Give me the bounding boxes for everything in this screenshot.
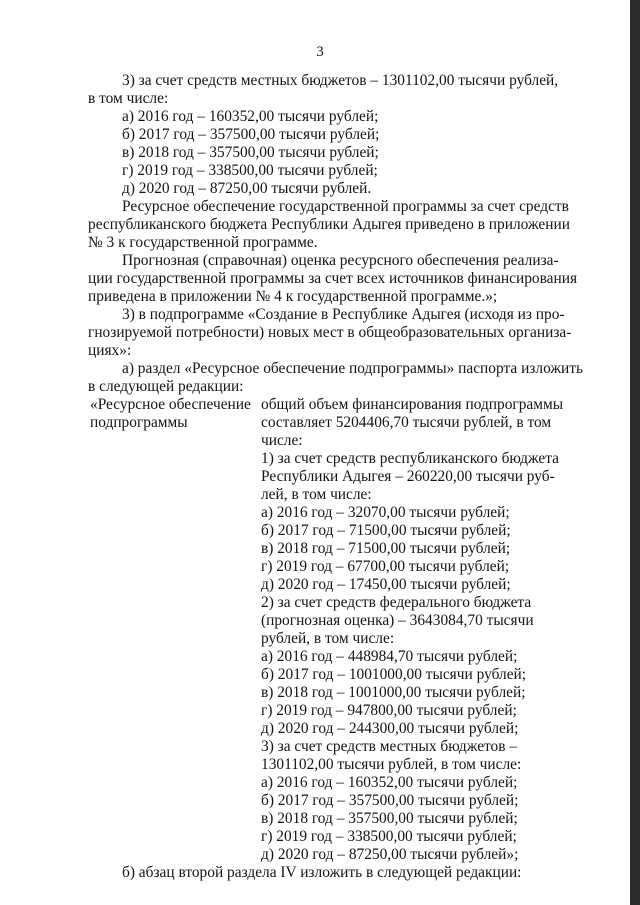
passport-value-line: 2) за счет средств федерального бюджета <box>261 594 532 611</box>
text-line: а) 2016 год – 160352,00 тысячи рублей; <box>122 108 379 125</box>
text-line: в следующей редакции: <box>88 378 244 395</box>
passport-label: «Ресурсное обеспечение <box>90 396 251 413</box>
text-line: циях»: <box>88 342 132 359</box>
text-line: гнозируемой потребности) новых мест в общеобразовательных организа- <box>88 324 572 341</box>
passport-value-line: а) 2016 год – 32070,00 тысячи рублей; <box>261 504 510 521</box>
text-line: Прогнозная (справочная) оценка ресурсного обеспечения реализа- <box>122 252 559 269</box>
passport-value-line: а) 2016 год – 448984,70 тысячи рублей; <box>261 648 518 665</box>
text-line: б) абзац второй раздела IV изложить в следующей редакции: <box>122 864 522 881</box>
passport-value-line: составляет 5204406,70 тысячи рублей, в том <box>261 414 552 431</box>
passport-value-line: 1301102,00 тысячи рублей, в том числе: <box>261 756 522 773</box>
passport-value-line: д) 2020 год – 244300,00 тысячи рублей; <box>261 720 519 737</box>
passport-value-line: г) 2019 год – 947800,00 тысячи рублей; <box>261 702 517 719</box>
passport-value-line: рублей, в том числе: <box>261 630 395 647</box>
passport-value-line: б) 2017 год – 1001000,00 тысячи рублей; <box>261 666 527 683</box>
scan-edge <box>630 0 640 905</box>
passport-value-line: Республики Адыгея – 260220,00 тысячи руб- <box>261 468 555 485</box>
text-line: в) 2018 год – 357500,00 тысячи рублей; <box>122 144 379 161</box>
page-number: 3 <box>316 44 324 60</box>
text-line: в том числе: <box>88 90 169 107</box>
text-line: д) 2020 год – 87250,00 тысячи рублей. <box>122 180 372 197</box>
text-line: б) 2017 год – 357500,00 тысячи рублей; <box>122 126 380 143</box>
passport-value-line: 1) за счет средств республиканского бюджета <box>261 450 559 467</box>
text-line: № 3 к государственной программе. <box>88 234 318 251</box>
passport-value-line: д) 2020 год – 87250,00 тысячи рублей»; <box>261 846 519 863</box>
passport-value-line: числе: <box>261 432 303 449</box>
passport-value-line: б) 2017 год – 71500,00 тысячи рублей; <box>261 522 511 539</box>
text-line: г) 2019 год – 338500,00 тысячи рублей; <box>122 162 378 179</box>
text-line: республиканского бюджета Республики Адыгея приведено в приложении <box>88 216 570 233</box>
passport-label: подпрограммы <box>90 414 188 431</box>
passport-value-line: в) 2018 год – 357500,00 тысячи рублей; <box>261 810 518 827</box>
passport-value-line: г) 2019 год – 338500,00 тысячи рублей; <box>261 828 517 845</box>
text-line: 3) в подпрограмме «Создание в Республике Адыгея (исходя из про- <box>122 306 565 323</box>
passport-value-line: общий объем финансирования подпрограммы <box>261 396 564 413</box>
passport-value-line: 3) за счет средств местных бюджетов – <box>261 738 518 755</box>
text-line: ции государственной программы за счет всех источников финансирования <box>88 270 578 287</box>
passport-value-line: в) 2018 год – 1001000,00 тысячи рублей; <box>261 684 526 701</box>
text-line: приведена в приложении № 4 к государственной программе.»; <box>88 288 498 305</box>
text-line: а) раздел «Ресурсное обеспечение подпрограммы» паспорта изложить <box>122 360 583 377</box>
text-line: 3) за счет средств местных бюджетов – 1301102,00 тысячи рублей, <box>122 72 559 89</box>
passport-value-line: д) 2020 год – 17450,00 тысячи рублей; <box>261 576 511 593</box>
passport-value-line: лей, в том числе: <box>261 486 372 503</box>
text-line: Ресурсное обеспечение государственной программы за счет средств <box>122 198 569 215</box>
passport-value-line: г) 2019 год – 67700,00 тысячи рублей; <box>261 558 510 575</box>
passport-value-line: (прогнозная оценка) – 3643084,70 тысячи <box>261 612 534 629</box>
passport-value-line: а) 2016 год – 160352,00 тысячи рублей; <box>261 774 518 791</box>
passport-value-line: в) 2018 год – 71500,00 тысячи рублей; <box>261 540 511 557</box>
passport-value-line: б) 2017 год – 357500,00 тысячи рублей; <box>261 792 519 809</box>
